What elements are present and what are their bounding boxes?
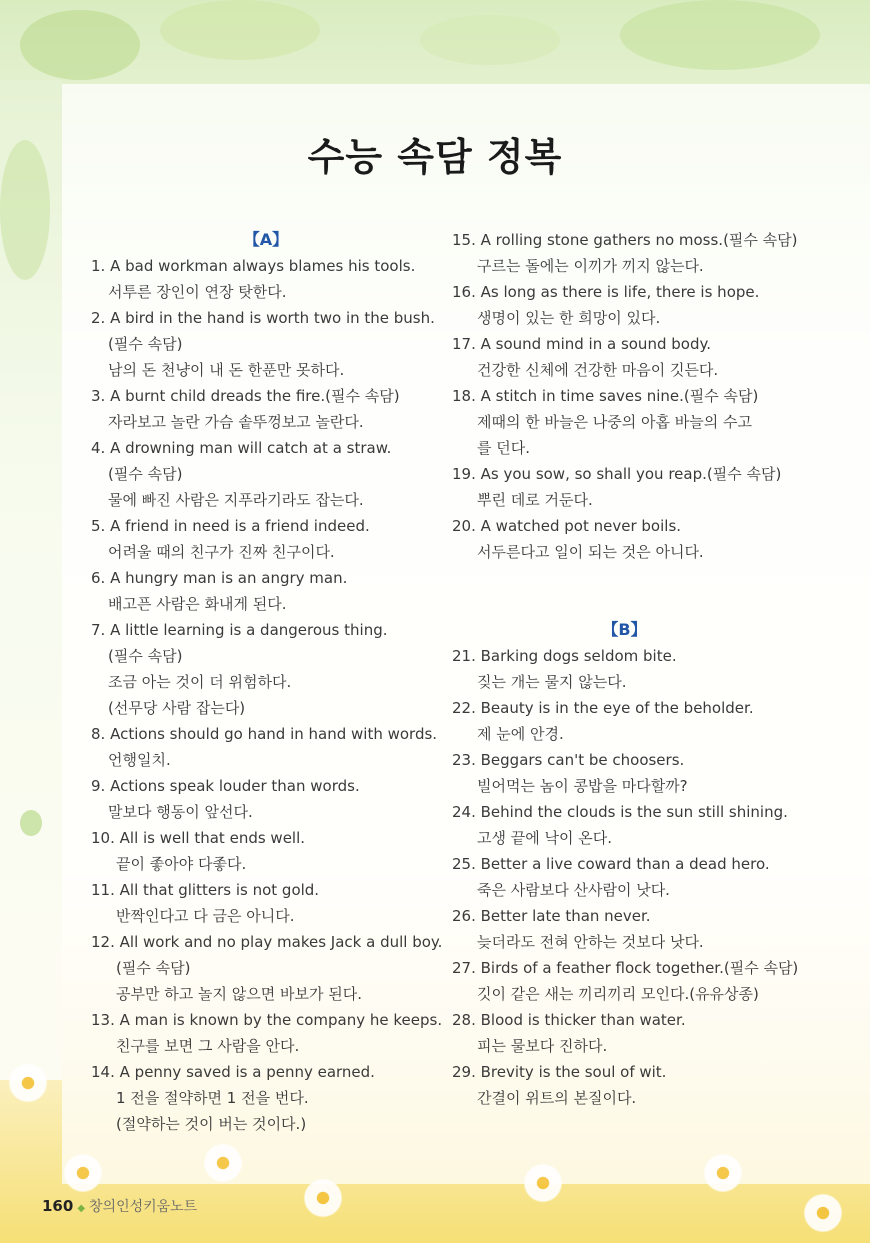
proverb-korean: (필수 속담) — [108, 465, 183, 483]
proverb-korean: 뿌린 데로 거둔다. — [477, 491, 593, 509]
proverb-list-b — [452, 643, 797, 1111]
daisy-decoration — [300, 1175, 346, 1221]
proverb-korean: 1 전을 절약하면 1 전을 번다. — [116, 1089, 309, 1107]
proverb-korean: 친구를 보면 그 사람을 안다. — [116, 1037, 300, 1055]
leaf-decoration — [20, 810, 42, 836]
proverb-number: 29. — [452, 1063, 476, 1081]
proverb-korean: (선무당 사람 잡는다) — [108, 699, 246, 717]
proverb-korean: 공부만 하고 놀지 않으면 바보가 된다. — [116, 985, 362, 1003]
leaf-decoration — [420, 15, 560, 65]
proverb-korean: (필수 속담) — [116, 959, 191, 977]
proverb-english — [91, 1059, 441, 1085]
proverb-number: 27. — [452, 959, 476, 977]
proverb-english-text: All work and no play makes Jack a dull boy. — [119, 933, 443, 951]
proverb-english-text: Brevity is the soul of wit. — [480, 1063, 667, 1081]
proverb-number: 26. — [452, 907, 476, 925]
proverb-item — [91, 383, 441, 435]
proverb-item — [91, 721, 441, 773]
proverb-korean: (절약하는 것이 버는 것이다.) — [116, 1115, 307, 1133]
proverb-english — [91, 617, 441, 643]
left-column — [91, 227, 441, 1137]
proverb-item — [91, 513, 441, 565]
proverb-english-text: Barking dogs seldom bite. — [480, 647, 677, 665]
proverb-english — [452, 695, 797, 721]
proverb-english-text: Actions speak louder than words. — [110, 777, 360, 795]
proverb-item — [452, 1059, 797, 1111]
proverb-english — [91, 721, 441, 747]
proverb-item — [452, 851, 797, 903]
proverb-korean: 서두른다고 일이 되는 것은 아니다. — [477, 543, 704, 561]
proverb-english — [452, 331, 797, 357]
proverb-english — [452, 747, 797, 773]
proverb-item — [452, 513, 797, 565]
proverb-korean: 끝이 좋아야 다좋다. — [116, 855, 247, 873]
proverb-korean: 자라보고 놀란 가슴 솥뚜껑보고 놀란다. — [108, 413, 364, 431]
proverb-english-text: A hungry man is an angry man. — [110, 569, 348, 587]
proverb-number: 25. — [452, 855, 476, 873]
proverb-korean: 간결이 위트의 본질이다. — [477, 1089, 637, 1107]
proverb-number: 4. — [91, 439, 106, 457]
proverb-english-text: Blood is thicker than water. — [480, 1011, 686, 1029]
proverb-number: 2. — [91, 309, 106, 327]
proverb-english — [91, 825, 441, 851]
proverb-item — [91, 305, 441, 383]
proverb-number: 1. — [91, 257, 106, 275]
proverb-korean: 고생 끝에 낙이 온다. — [477, 829, 612, 847]
proverb-english — [452, 513, 797, 539]
proverb-number: 21. — [452, 647, 476, 665]
proverb-item — [452, 279, 797, 331]
proverb-number: 23. — [452, 751, 476, 769]
proverb-korean: 생명이 있는 한 희망이 있다. — [477, 309, 661, 327]
proverb-item — [91, 617, 441, 721]
proverb-korean: 제때의 한 바늘은 나중의 아홉 바늘의 수고 — [477, 413, 752, 431]
proverb-english — [91, 383, 441, 409]
proverb-number: 19. — [452, 465, 476, 483]
leaf-decoration — [620, 0, 820, 70]
proverb-number: 18. — [452, 387, 476, 405]
proverb-korean: 빌어먹는 놈이 콩밥을 마다할까? — [477, 777, 688, 795]
daisy-decoration — [60, 1150, 106, 1196]
section-b-heading: 【B】 — [602, 620, 647, 639]
proverb-korean: 서투른 장인이 연장 탓한다. — [108, 283, 287, 301]
proverb-english-text: A stitch in time saves nine.(필수 속담) — [480, 387, 759, 405]
section-spacer — [452, 565, 797, 617]
proverb-english — [91, 435, 441, 461]
proverb-item — [91, 825, 441, 877]
proverb-english-text: A little learning is a dangerous thing. — [110, 621, 388, 639]
proverb-item — [452, 903, 797, 955]
proverb-number: 15. — [452, 231, 476, 249]
page-title: 수능 속담 정복 — [307, 135, 563, 179]
proverb-english — [91, 1007, 441, 1033]
proverb-english — [91, 305, 441, 331]
proverb-korean: 말보다 행동이 앞선다. — [108, 803, 253, 821]
proverb-number: 24. — [452, 803, 476, 821]
proverb-item — [452, 1007, 797, 1059]
proverb-korean: 늦더라도 전혀 안하는 것보다 낫다. — [477, 933, 704, 951]
page-number: 160 — [42, 1197, 74, 1215]
proverb-english-text: A bird in the hand is worth two in the bush. — [110, 309, 435, 327]
section-a-heading: 【A】 — [243, 230, 289, 249]
proverb-english — [91, 513, 441, 539]
proverb-number: 5. — [91, 517, 106, 535]
proverb-english-text: As you sow, so shall you reap.(필수 속담) — [480, 465, 782, 483]
proverb-english-text: Beauty is in the eye of the beholder. — [480, 699, 754, 717]
proverb-item — [91, 565, 441, 617]
proverb-number: 28. — [452, 1011, 476, 1029]
proverb-korean: 를 던다. — [477, 439, 531, 457]
proverb-english — [452, 799, 797, 825]
proverb-number: 20. — [452, 517, 476, 535]
proverb-item — [91, 253, 441, 305]
proverb-number: 13. — [91, 1011, 115, 1029]
proverb-english — [452, 227, 797, 253]
proverb-english — [452, 903, 797, 929]
proverb-english-text: Actions should go hand in hand with words. — [110, 725, 438, 743]
page-footer — [42, 1196, 197, 1216]
proverb-english-text: A watched pot never boils. — [480, 517, 682, 535]
proverb-item — [91, 1059, 441, 1137]
proverb-english — [452, 1007, 797, 1033]
proverb-english — [91, 773, 441, 799]
proverb-korean: 죽은 사람보다 산사람이 낫다. — [477, 881, 670, 899]
proverb-item — [91, 773, 441, 825]
proverb-english-text: A burnt child dreads the fire.(필수 속담) — [110, 387, 400, 405]
proverb-korean: 반짝인다고 다 금은 아니다. — [116, 907, 295, 925]
proverb-number: 16. — [452, 283, 476, 301]
proverb-item — [452, 955, 797, 1007]
proverb-number: 17. — [452, 335, 476, 353]
proverb-item — [452, 695, 797, 747]
proverb-number: 3. — [91, 387, 106, 405]
proverb-korean: 조금 아는 것이 더 위험하다. — [108, 673, 292, 691]
proverb-number: 14. — [91, 1063, 115, 1081]
daisy-decoration — [520, 1160, 566, 1206]
leaf-decoration — [160, 0, 320, 60]
proverb-number: 9. — [91, 777, 106, 795]
proverb-item — [91, 929, 441, 1007]
proverb-english — [452, 461, 797, 487]
proverb-korean: 건강한 신체에 건강한 마음이 깃든다. — [477, 361, 719, 379]
proverb-korean: 깃이 같은 새는 끼리끼리 모인다.(유유상종) — [477, 985, 759, 1003]
proverb-english — [91, 253, 441, 279]
proverb-english-text: A sound mind in a sound body. — [480, 335, 711, 353]
proverb-korean: 언행일치. — [108, 751, 171, 769]
proverb-english-text: Better a live coward than a dead hero. — [480, 855, 770, 873]
proverb-english-text: All that glitters is not gold. — [119, 881, 320, 899]
proverb-korean: 배고픈 사람은 화내게 된다. — [108, 595, 287, 613]
proverb-english-text: Better late than never. — [480, 907, 651, 925]
proverb-english — [452, 1059, 797, 1085]
daisy-decoration — [700, 1150, 746, 1196]
proverb-english-text: A man is known by the company he keeps. — [119, 1011, 443, 1029]
proverb-english — [91, 877, 441, 903]
proverb-english-text: Birds of a feather flock together.(필수 속담) — [480, 959, 799, 977]
proverb-item — [452, 383, 797, 461]
proverb-item — [452, 747, 797, 799]
proverb-number: 8. — [91, 725, 106, 743]
proverb-item — [452, 799, 797, 851]
proverb-korean: 어려울 때의 친구가 진짜 친구이다. — [108, 543, 335, 561]
proverb-item — [452, 227, 797, 279]
proverb-english — [452, 279, 797, 305]
daisy-decoration — [5, 1060, 51, 1106]
proverb-english-text: A bad workman always blames his tools. — [110, 257, 416, 275]
proverb-korean: (필수 속담) — [108, 647, 183, 665]
proverb-english-text: A drowning man will catch at a straw. — [110, 439, 392, 457]
proverb-english — [452, 955, 797, 981]
proverb-item — [452, 643, 797, 695]
proverb-english-text: As long as there is life, there is hope. — [480, 283, 760, 301]
proverb-korean: (필수 속담) — [108, 335, 183, 353]
proverb-english-text: Behind the clouds is the sun still shining. — [480, 803, 788, 821]
daisy-decoration — [200, 1140, 246, 1186]
book-title: 창의인성키움노트 — [89, 1199, 198, 1215]
proverb-number: 6. — [91, 569, 106, 587]
proverb-english-text: Beggars can't be choosers. — [480, 751, 685, 769]
proverb-english — [91, 565, 441, 591]
proverb-item — [452, 331, 797, 383]
proverb-korean: 피는 물보다 진하다. — [477, 1037, 608, 1055]
leaf-decoration — [20, 10, 140, 80]
proverb-english-text: A friend in need is a friend indeed. — [110, 517, 370, 535]
bullet-icon: ◆ — [77, 1203, 86, 1214]
proverb-number: 12. — [91, 933, 115, 951]
proverb-english-text: A penny saved is a penny earned. — [119, 1063, 375, 1081]
proverb-english — [452, 643, 797, 669]
proverb-item — [91, 877, 441, 929]
proverb-number: 11. — [91, 881, 115, 899]
proverb-korean: 구르는 돌에는 이끼가 끼지 않는다. — [477, 257, 704, 275]
proverb-number: 22. — [452, 699, 476, 717]
proverb-english-text: A rolling stone gathers no moss.(필수 속담) — [480, 231, 798, 249]
proverb-korean: 짖는 개는 물지 않는다. — [477, 673, 627, 691]
proverb-number: 7. — [91, 621, 106, 639]
proverb-korean: 제 눈에 안경. — [477, 725, 564, 743]
proverb-english — [452, 851, 797, 877]
proverb-item — [91, 1007, 441, 1059]
proverb-english — [91, 929, 441, 955]
proverb-english — [452, 383, 797, 409]
proverb-item — [452, 461, 797, 513]
proverb-number: 10. — [91, 829, 115, 847]
proverb-english-text: All is well that ends well. — [119, 829, 306, 847]
daisy-decoration — [800, 1190, 846, 1236]
proverb-list-a-right — [452, 227, 797, 565]
proverb-list-a-left — [91, 253, 441, 1137]
proverb-item — [91, 435, 441, 513]
right-column — [452, 227, 797, 1111]
proverb-korean: 물에 빠진 사람은 지푸라기라도 잡는다. — [108, 491, 364, 509]
proverb-korean: 남의 돈 천냥이 내 돈 한푼만 못하다. — [108, 361, 345, 379]
